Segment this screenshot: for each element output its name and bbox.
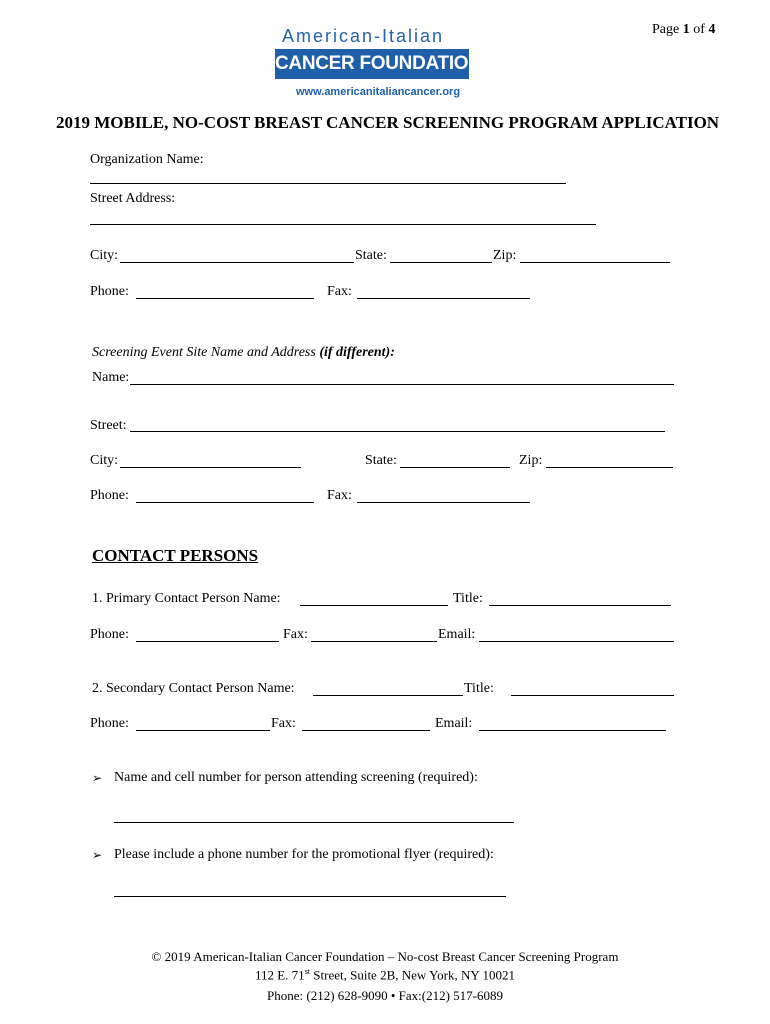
site-city-field[interactable] (120, 467, 301, 468)
org-fax-field[interactable] (357, 298, 530, 299)
attendee-field[interactable] (114, 822, 514, 823)
bullet-attendee-text: Name and cell number for person attending screening (required): (114, 770, 478, 785)
site-fax-label: Fax: (327, 488, 352, 503)
arrow-bullet-icon: ➢ (92, 848, 103, 862)
footer-contact: Phone: (212) 628-9090 • Fax:(212) 517-6089 (267, 988, 503, 1003)
secondary-contact-label: 2. Secondary Contact Person Name: (92, 681, 295, 696)
site-name-label: Name: (92, 370, 130, 385)
site-phone-label: Phone: (90, 488, 129, 503)
primary-fax-field[interactable] (311, 641, 437, 642)
site-heading-italic: Screening Event Site Name and Address (92, 345, 316, 360)
site-street-field[interactable] (130, 431, 665, 432)
org-state-field[interactable] (390, 262, 492, 263)
org-street-field[interactable] (90, 224, 596, 225)
footer-address-pre: 112 E. 71 (254, 967, 305, 983)
org-name-field[interactable] (90, 183, 566, 184)
site-zip-field[interactable] (546, 467, 673, 468)
footer-address-sup: st (304, 967, 311, 976)
page-current: 1 (682, 22, 690, 37)
secondary-phone-field[interactable] (136, 730, 270, 731)
page-number (652, 22, 715, 38)
site-state-field[interactable] (400, 467, 510, 468)
secondary-email-field[interactable] (479, 730, 666, 731)
site-fax-field[interactable] (357, 502, 530, 503)
org-city-label: City: (90, 248, 119, 263)
site-heading (92, 345, 395, 361)
org-zip-field[interactable] (520, 262, 670, 263)
org-city-field[interactable] (120, 262, 354, 263)
site-zip-label: Zip: (519, 453, 543, 468)
site-phone-field[interactable] (136, 502, 314, 503)
org-state-label: State: (355, 248, 387, 263)
org-phone-label: Phone: (90, 284, 129, 299)
org-name-label: Organization Name: (90, 152, 204, 167)
site-city-label: City: (90, 453, 119, 468)
site-name-field[interactable] (130, 384, 674, 385)
site-state-label: State: (365, 453, 397, 468)
secondary-contact-field[interactable] (313, 695, 463, 696)
primary-title-field[interactable] (489, 605, 671, 606)
primary-title-label: Title: (453, 591, 483, 606)
secondary-fax-label: Fax: (271, 716, 296, 731)
org-zip-label: Zip: (493, 248, 517, 263)
secondary-title-label: Title: (464, 681, 494, 696)
footer-copyright: © 2019 American-Italian Cancer Foundation – No-cost Breast Cancer Screening Program (151, 949, 619, 964)
logo-url: www.americanitaliancancer.org (296, 86, 461, 98)
secondary-title-field[interactable] (511, 695, 674, 696)
secondary-phone-label: Phone: (90, 716, 129, 731)
bullet-flyer-text: Please include a phone number for the promotional flyer (required): (114, 847, 494, 862)
page-of: of (693, 22, 705, 37)
primary-fax-label: Fax: (283, 627, 308, 642)
primary-contact-field[interactable] (300, 605, 448, 606)
primary-contact-label: 1. Primary Contact Person Name: (92, 591, 281, 606)
logo-main-text: CANCER FOUNDATION (275, 49, 469, 79)
secondary-email-label: Email: (435, 716, 473, 731)
site-heading-bold: (if different): (319, 345, 395, 360)
contact-persons-heading: CONTACT PERSONS (92, 546, 259, 565)
footer-address (0, 967, 770, 983)
org-street-label: Street Address: (90, 191, 176, 206)
secondary-fax-field[interactable] (302, 730, 430, 731)
logo-top-text: American-Italian (282, 26, 445, 46)
primary-email-label: Email: (438, 627, 476, 642)
footer-address-post: Street, Suite 2B, New York, NY 10021 (310, 967, 516, 983)
org-fax-label: Fax: (327, 284, 352, 299)
page-label: Page (652, 22, 680, 37)
org-phone-field[interactable] (136, 298, 314, 299)
flyer-phone-field[interactable] (114, 896, 506, 897)
primary-email-field[interactable] (479, 641, 674, 642)
site-street-label: Street: (90, 418, 127, 433)
arrow-bullet-icon: ➢ (92, 771, 103, 785)
primary-phone-field[interactable] (136, 641, 279, 642)
primary-phone-label: Phone: (90, 627, 129, 642)
page-total: 4 (708, 22, 716, 37)
page-title: 2019 MOBILE, NO-COST BREAST CANCER SCREENING PROGRAM APPLICATION (56, 113, 720, 132)
